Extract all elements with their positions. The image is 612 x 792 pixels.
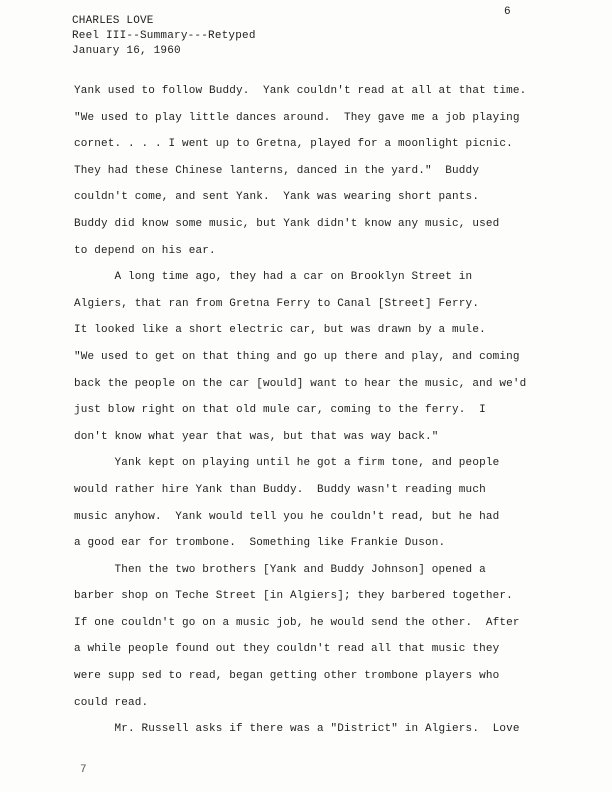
transcript-line: If one couldn't go on a music job, he would send the other. After <box>74 616 520 629</box>
transcript-line: Buddy did know some music, but Yank didn't know any music, used <box>74 217 500 230</box>
reel-label: Reel III--Summary---Retyped <box>72 30 256 42</box>
transcript-line: Yank kept on playing until he got a firm tone, and people <box>74 457 500 470</box>
transcript-line: Algiers, that ran from Gretna Ferry to Canal [Street] Ferry. <box>74 297 480 310</box>
transcript-line: a good ear for trombone. Something like Frankie Duson. <box>74 537 446 550</box>
transcript-line: to depend on his ear. <box>74 244 216 257</box>
transcript-line: barber shop on Teche Street [in Algiers]; they barbered together. <box>74 590 513 603</box>
document-header <box>72 14 256 59</box>
transcript-line: could read. <box>74 696 149 709</box>
transcript-line: "We used to play little dances around. They gave me a job playing <box>74 111 520 124</box>
transcript-line: just blow right on that old mule car, coming to the ferry. I <box>74 404 486 417</box>
transcript-line: music anyhow. Yank would tell you he couldn't read, but he had <box>74 510 500 523</box>
transcript-line: don't know what year that was, but that was way back." <box>74 430 439 443</box>
interview-date: January 16, 1960 <box>72 45 181 57</box>
page-number: 6 <box>504 6 511 18</box>
interviewee-name: CHARLES LOVE <box>72 15 154 27</box>
transcript-line: were supp sed to read, began getting other trombone players who <box>74 670 500 683</box>
transcript-body <box>74 78 574 743</box>
transcript-line: would rather hire Yank than Buddy. Buddy wasn't reading much <box>74 483 486 496</box>
transcript-line: "We used to get on that thing and go up there and play, and coming <box>74 350 520 363</box>
transcript-line: A long time ago, they had a car on Brooklyn Street in <box>74 271 473 284</box>
transcript-line: couldn't come, and sent Yank. Yank was wearing short pants. <box>74 191 480 204</box>
footer-mark: 7 <box>80 764 87 776</box>
transcript-line: back the people on the car [would] want to hear the music, and we'd <box>74 377 527 390</box>
transcript-line: a while people found out they couldn't read all that music they <box>74 643 500 656</box>
transcript-line: They had these Chinese lanterns, danced in the yard." Buddy <box>74 164 480 177</box>
transcript-line: It looked like a short electric car, but was drawn by a mule. <box>74 324 486 337</box>
transcript-line: Mr. Russell asks if there was a "District" in Algiers. Love <box>74 723 520 736</box>
transcript-line: Yank used to follow Buddy. Yank couldn't read at all at that time. <box>74 85 527 97</box>
transcript-line: Then the two brothers [Yank and Buddy Johnson] opened a <box>74 563 486 576</box>
transcript-line: cornet. . . . I went up to Gretna, played for a moonlight picnic. <box>74 138 513 151</box>
